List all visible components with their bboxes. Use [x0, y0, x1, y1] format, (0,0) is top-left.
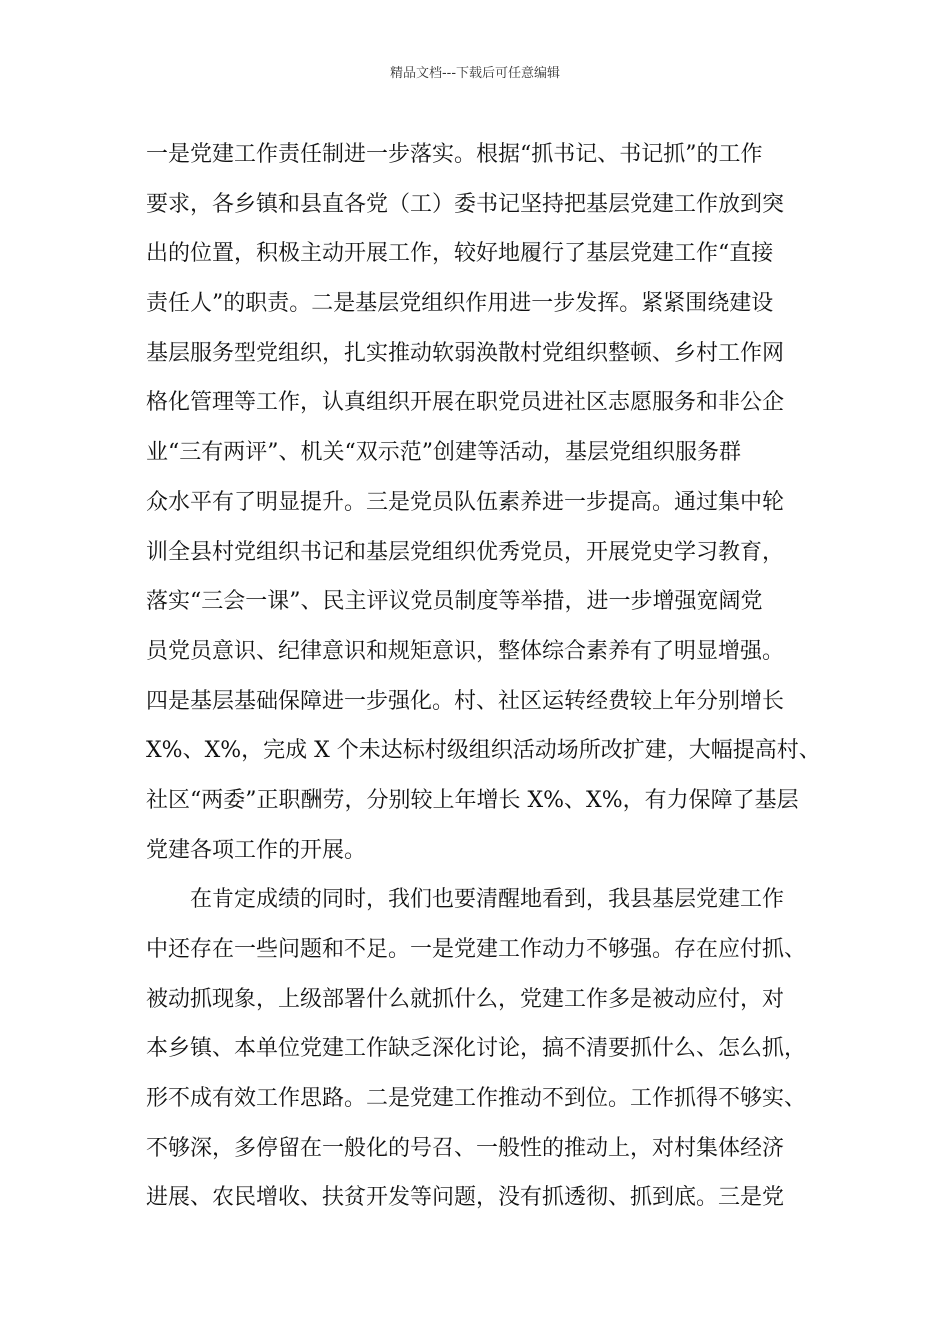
text-line: 众水平有了明显提升。三是党员队伍素养进一步提高。通过集中轮	[146, 489, 785, 515]
text-line: 基层服务型党组织，扎实推动软弱涣散村党组织整顿、乡村工作网	[146, 340, 785, 366]
text-line: 一是党建工作责任制进一步落实。根据“抓书记、书记抓”的工作	[146, 142, 763, 167]
text-line: 本乡镇、本单位党建工作缺乏深化讨论，搞不清要抓什么、怎么抓，	[146, 1036, 807, 1062]
text-line: 责任人”的职责。二是基层党组织作用进一步发挥。紧紧围绕建设	[146, 291, 774, 317]
text-line: 业“三有两评”、机关“双示范”创建等活动，基层党组织服务群	[146, 440, 741, 466]
text-line: X%、X%，完成 X 个未达标村级组织活动场所改扩建，大幅提高村、	[146, 738, 821, 764]
text-line: 格化管理等工作，认真组织开展在职党员进社区志愿服务和非公企	[146, 390, 785, 416]
text-line: 进展、农民增收、扶贫开发等问题，没有抓透彻、抓到底。三是党	[146, 1185, 785, 1211]
page-header: 精品文档---下载后可任意编辑	[389, 66, 561, 81]
text-line: 形不成有效工作思路。二是党建工作推动不到位。工作抓得不够实、	[146, 1086, 807, 1112]
text-line: 要求，各乡镇和县直各党（工）委书记坚持把基层党建工作放到突	[146, 191, 785, 217]
text-line: 被动抓现象，上级部署什么就抓什么，党建工作多是被动应付，对	[146, 986, 785, 1012]
text-line: 落实“三会一课”、民主评议党员制度等举措，进一步增强宽阔党	[146, 589, 763, 615]
text-line: 训全县村党组织书记和基层党组织优秀党员，开展党史学习教育，	[146, 539, 785, 565]
text-line: 中还存在一些问题和不足。一是党建工作动力不够强。存在应付抓、	[146, 937, 807, 962]
text-line: 员党员意识、纪律意识和规矩意识，整体综合素养有了明显增强。	[146, 638, 785, 664]
document-body	[146, 130, 826, 1223]
text-line: 党建各项工作的开展。	[146, 837, 367, 863]
paragraph-first-line: 在肯定成绩的同时，我们也要清醒地看到，我县基层党建工作	[190, 887, 785, 913]
text-line: 四是基层基础保障进一步强化。村、社区运转经费较上年分别增长	[146, 688, 785, 714]
text-line: 社区“两委”正职酬劳，分别较上年增长 X%、X%，有力保障了基层	[146, 787, 799, 813]
text-line: 不够深，多停留在一般化的号召、一般性的推动上，对村集体经济	[146, 1135, 785, 1161]
text-line: 出的位置，积极主动开展工作，较好地履行了基层党建工作“直接	[146, 241, 774, 267]
